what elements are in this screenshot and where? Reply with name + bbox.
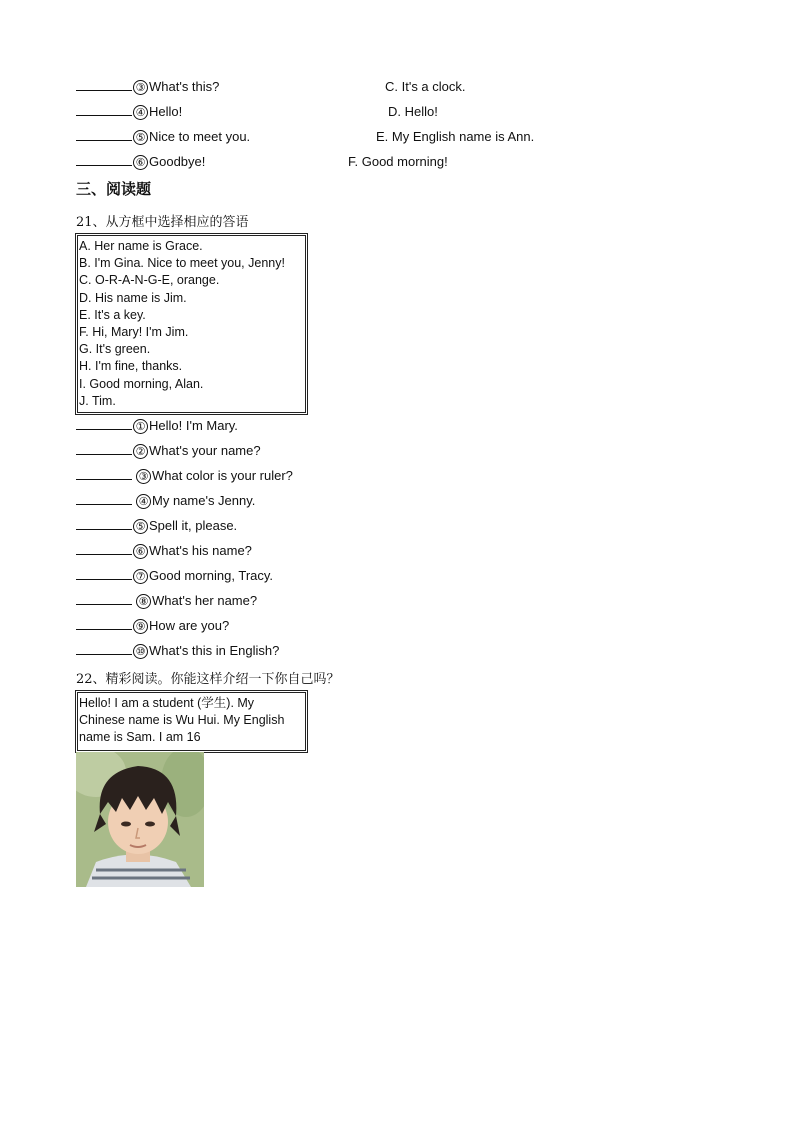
question-number: ③ <box>136 469 151 484</box>
question-number: ⑥ <box>133 544 148 559</box>
option-g: G. It's green. <box>79 342 151 357</box>
item-text: Good morning, Tracy. <box>149 568 274 583</box>
q21-item-5 <box>76 517 237 535</box>
passage-line-2: Chinese name is Wu Hui. My English <box>79 713 285 728</box>
q21-item-8 <box>76 592 257 610</box>
match-question: Nice to meet you. <box>149 129 251 144</box>
item-text: What's this in English? <box>149 643 280 658</box>
passage-line-3: name is Sam. I am 16 <box>79 730 201 745</box>
match-answer-c: C. It's a clock. <box>385 79 466 94</box>
answer-blank[interactable] <box>76 642 132 655</box>
item-text: What's her name? <box>152 593 258 608</box>
answer-blank[interactable] <box>76 592 132 605</box>
q21-item-4 <box>76 492 255 510</box>
answer-blank[interactable] <box>76 128 132 141</box>
option-b: B. I'm Gina. Nice to meet you, Jenny! <box>79 256 285 271</box>
portrait-illustration <box>76 752 204 887</box>
item-text: What's your name? <box>149 443 261 458</box>
item-text: What's his name? <box>149 543 252 558</box>
question-number: ⑤ <box>133 130 148 145</box>
answer-blank[interactable] <box>76 492 132 505</box>
item-text: What color is your ruler? <box>152 468 293 483</box>
question-number: ⑧ <box>136 594 151 609</box>
passage-box <box>75 690 308 753</box>
match-question: Hello! <box>149 104 183 119</box>
answer-blank[interactable] <box>76 417 132 430</box>
option-j: J. Tim. <box>79 393 116 408</box>
match-question: Goodbye! <box>149 154 206 169</box>
option-h: H. I'm fine, thanks. <box>79 359 183 374</box>
question-number: ⑨ <box>133 619 148 634</box>
question-number: ③ <box>133 80 148 95</box>
answer-blank[interactable] <box>76 442 132 455</box>
question-number: ⑦ <box>133 569 148 584</box>
answer-blank[interactable] <box>76 517 132 530</box>
item-text: How are you? <box>149 618 230 633</box>
option-f: F. Hi, Mary! I'm Jim. <box>79 325 189 340</box>
option-e: E. It's a key. <box>79 307 146 322</box>
question-number: ⑤ <box>133 519 148 534</box>
boy-portrait-photo <box>76 752 204 887</box>
q21-item-3 <box>76 467 293 485</box>
answer-blank[interactable] <box>76 78 132 91</box>
option-a: A. Her name is Grace. <box>79 239 203 253</box>
item-text: Spell it, please. <box>149 518 238 533</box>
match-row-3 <box>76 78 219 96</box>
answer-blank[interactable] <box>76 542 132 555</box>
q21-item-6 <box>76 542 252 560</box>
options-box <box>75 233 308 415</box>
section-title: 三、阅读题 <box>76 180 152 198</box>
question-22-title: 22、精彩阅读。你能这样介绍一下你自己吗？ <box>76 672 340 687</box>
item-text: My name's Jenny. <box>152 493 256 508</box>
q21-item-1 <box>76 417 238 435</box>
match-row-6 <box>76 153 205 171</box>
question-number: ① <box>133 419 148 434</box>
match-row-4 <box>76 103 182 121</box>
item-text: Hello! I'm Mary. <box>149 418 238 433</box>
option-i: I. Good morning, Alan. <box>79 376 204 391</box>
q21-item-10 <box>76 642 279 660</box>
match-row-5 <box>76 128 250 146</box>
q21-item-2 <box>76 442 261 460</box>
match-answer-d: D. Hello! <box>388 104 438 119</box>
match-answer-e: E. My English name is Ann. <box>376 129 535 144</box>
question-number: ② <box>133 444 148 459</box>
answer-blank[interactable] <box>76 567 132 580</box>
answer-blank[interactable] <box>76 153 132 166</box>
answer-blank[interactable] <box>76 103 132 116</box>
answer-blank[interactable] <box>76 617 132 630</box>
q21-item-7 <box>76 567 273 585</box>
option-c: C. O-R-A-N-G-E, orange. <box>79 273 220 288</box>
question-number: ⑥ <box>133 155 148 170</box>
question-21-title: 21、从方框中选择相应的答语 <box>76 215 249 230</box>
passage-line-1: Hello! I am a student (学生). My <box>79 696 255 710</box>
question-number: ④ <box>136 494 151 509</box>
q21-item-9 <box>76 617 229 635</box>
match-answer-f: F. Good morning! <box>348 154 448 169</box>
question-number: ④ <box>133 105 148 120</box>
option-d: D. His name is Jim. <box>79 290 187 305</box>
answer-blank[interactable] <box>76 467 132 480</box>
question-number: ⑩ <box>133 644 148 659</box>
match-question: What's this? <box>149 79 220 94</box>
